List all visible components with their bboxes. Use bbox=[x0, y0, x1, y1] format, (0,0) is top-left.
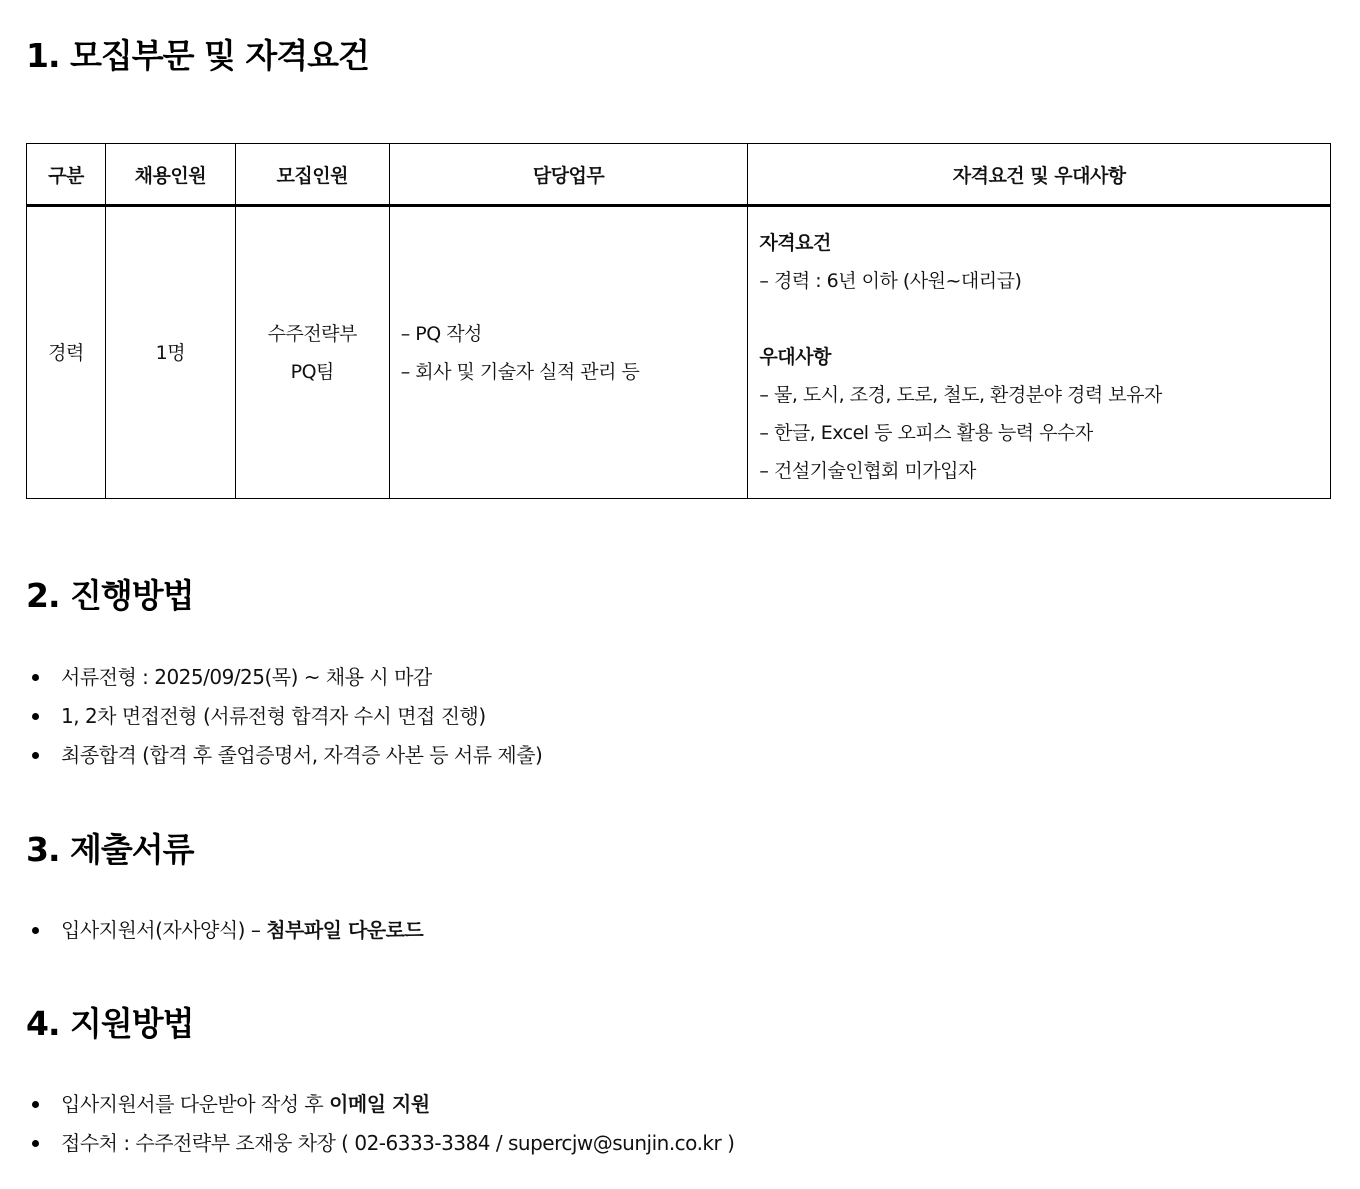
duty-item: – 회사 및 기술자 실적 관리 등 bbox=[400, 360, 640, 383]
table-row bbox=[27, 206, 1331, 499]
department-line: 수주전략부 bbox=[267, 322, 357, 345]
preference-item: – 물, 도시, 조경, 도로, 철도, 환경분야 경력 보유자 bbox=[759, 384, 1162, 406]
bullet-icon bbox=[32, 1101, 39, 1108]
bullet-icon bbox=[32, 713, 39, 720]
bullet-icon bbox=[32, 927, 39, 934]
requirement-item: – 경력 : 6년 이하 (사원~대리급) bbox=[759, 270, 1022, 292]
recruitment-table bbox=[26, 143, 1331, 499]
cell-department bbox=[235, 206, 389, 499]
list-item bbox=[26, 658, 542, 697]
bullet-icon bbox=[32, 674, 39, 681]
email-apply-text: 이메일 지원 bbox=[329, 1092, 430, 1116]
section-title-documents: 3. 제출서류 bbox=[26, 830, 194, 869]
header-category: 구분 bbox=[27, 144, 106, 206]
list-item bbox=[26, 1085, 734, 1124]
document-item-text: 입사지원서(자사양식) – bbox=[61, 918, 267, 942]
bullet-icon bbox=[32, 1140, 39, 1147]
cell-duties bbox=[389, 206, 748, 499]
list-item bbox=[26, 736, 542, 775]
header-duties: 담당업무 bbox=[389, 144, 748, 206]
duty-item: – PQ 작성 bbox=[400, 322, 482, 345]
cell-requirements bbox=[748, 206, 1331, 499]
documents-list bbox=[26, 911, 423, 950]
section-title-process: 2. 진행방법 bbox=[26, 576, 194, 615]
list-item bbox=[26, 697, 542, 736]
apply-item-text: 입사지원서를 다운받아 작성 후 bbox=[61, 1092, 330, 1116]
cell-category: 경력 bbox=[27, 206, 106, 499]
header-requirements: 자격요건 및 우대사항 bbox=[748, 144, 1331, 206]
list-item bbox=[26, 911, 423, 950]
table-header-row bbox=[27, 144, 1331, 206]
preference-item: – 한글, Excel 등 오피스 활용 능력 우수자 bbox=[759, 422, 1093, 444]
section-title-apply: 4. 지원방법 bbox=[26, 1004, 194, 1043]
list-item bbox=[26, 1124, 734, 1163]
preferences-heading: 우대사항 bbox=[759, 346, 831, 368]
section-title-recruitment: 1. 모집부문 및 자격요건 bbox=[26, 36, 369, 75]
attachment-download-link[interactable]: 첨부파일 다운로드 bbox=[266, 918, 424, 942]
apply-list bbox=[26, 1085, 734, 1163]
process-item-text: 1, 2차 면접전형 (서류전형 합격자 수시 면접 진행) bbox=[61, 704, 486, 728]
preference-item: – 건설기술인협회 미가입자 bbox=[759, 460, 976, 482]
process-item-text: 최종합격 (합격 후 졸업증명서, 자격증 사본 등 서류 제출) bbox=[61, 743, 543, 767]
process-list bbox=[26, 658, 542, 775]
header-department: 모집인원 bbox=[235, 144, 389, 206]
bullet-icon bbox=[32, 752, 39, 759]
contact-text: 접수처 : 수주전략부 조재웅 차장 ( 02-6333-3384 / supercjw@sunjin.co.kr ) bbox=[61, 1131, 735, 1155]
requirements-heading: 자격요건 bbox=[759, 232, 831, 254]
team-line: PQ팀 bbox=[290, 360, 334, 383]
header-hire-count: 채용인원 bbox=[105, 144, 235, 206]
cell-hire-count: 1명 bbox=[105, 206, 235, 499]
process-item-text: 서류전형 : 2025/09/25(목) ~ 채용 시 마감 bbox=[61, 665, 432, 689]
